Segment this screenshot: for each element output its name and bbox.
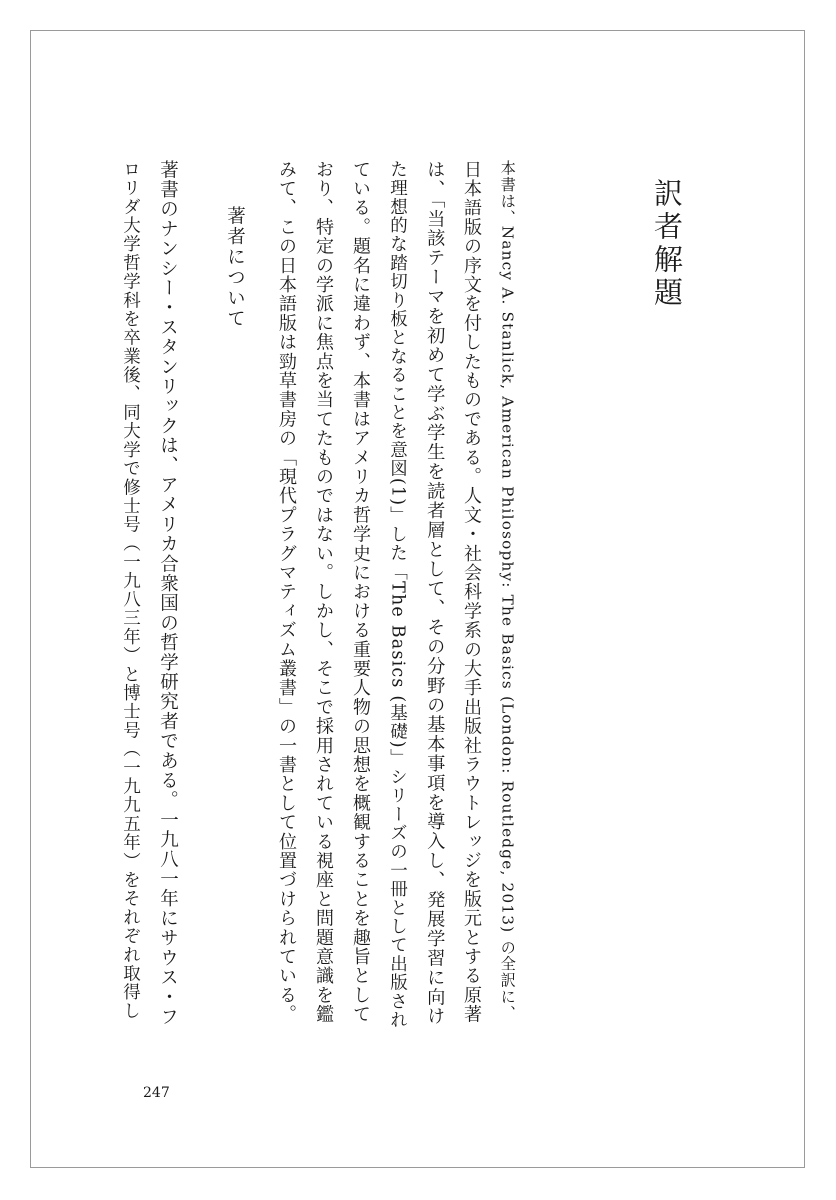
body-line-7: みて、この日本語版は勁草書房の「現代プラグマティズム叢書」の一書として位置づけられている。	[276, 160, 297, 1024]
body-line-2: 日本語版の序文を付したものである。人文・社会科学系の大手出版社ラウトレッジを版元とする原著	[461, 160, 482, 1024]
body-line-3: は、「当該テーマを初めて学ぶ学生を読者層として、その分野の基本事項を導入し、発展学習に向け	[424, 160, 446, 1027]
body-line-1: 本書は、Nancy A. Stanlick, American Philosophy: The Basics (London: Routledge, 2013) の全訳に、	[498, 160, 517, 1022]
chapter-title: 訳者解題	[650, 178, 684, 310]
section-heading: 著者について	[224, 206, 246, 329]
section-line-2: ロリダ大学哲学科を卒業後、同大学で修士号（一九八三年）と博士号（一九九五年）をそれぞれ取得し	[120, 160, 141, 1021]
page-number: 247	[143, 1085, 170, 1101]
section-line-1: 著書のナンシー・スタンリックは、アメリカ合衆国の哲学研究者である。一九八一年にサウス・フ	[157, 160, 179, 1027]
body-line-5: ている。題名に違わず、本書はアメリカ哲学史における重要人物の思想を概観することを趣旨として	[350, 160, 371, 1024]
body-line-4: た理想的な踏切り板となることを意図(1)」した「The Basics (基礎)」シリーズの一冊として出版され	[387, 160, 408, 1030]
page-border	[30, 30, 805, 1168]
body-line-6: おり、特定の学派に焦点を当てたものではない。しかし、そこで採用されている視座と問題意識を鑑	[313, 160, 334, 1024]
